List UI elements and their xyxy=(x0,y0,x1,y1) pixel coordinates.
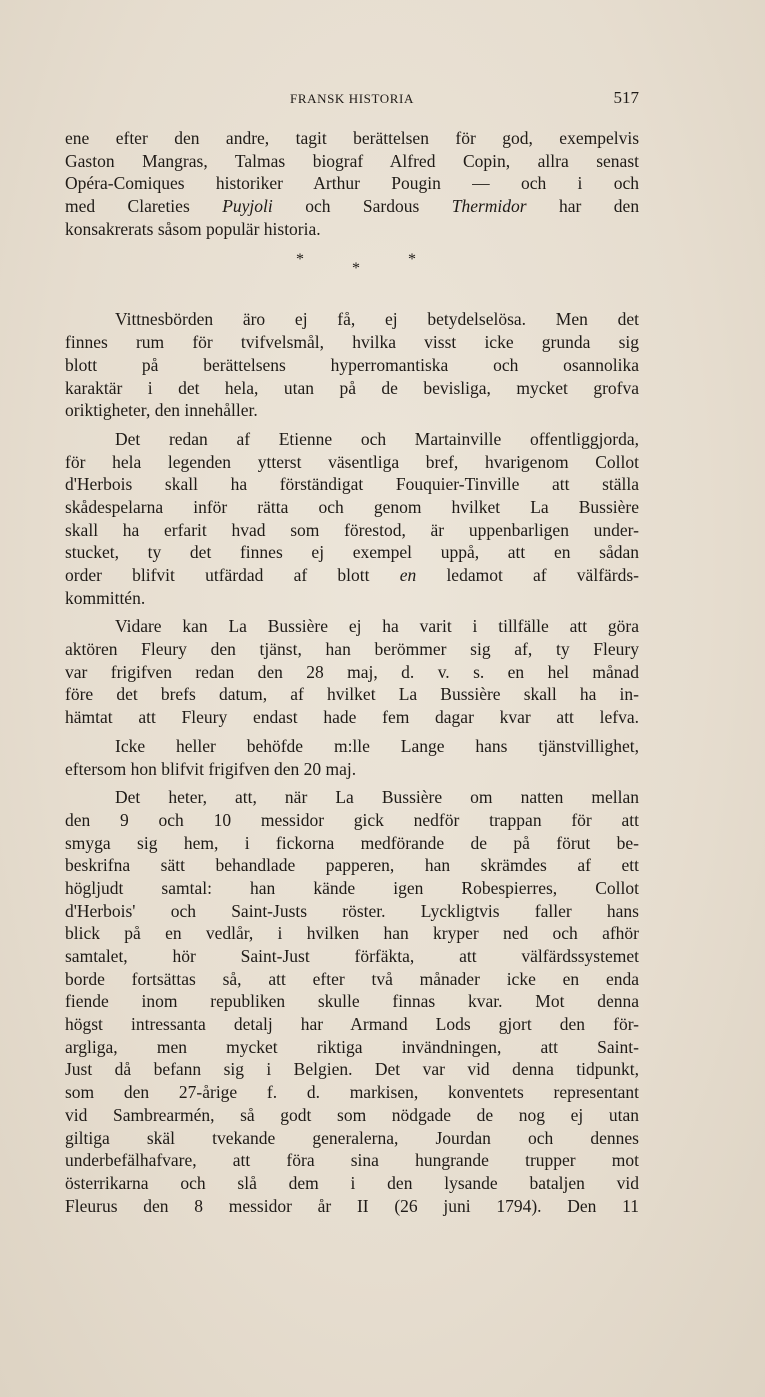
italic-word-en: en xyxy=(399,565,417,585)
text-line: blott på berättelsens hyperromantiska och osannolika xyxy=(65,354,639,375)
text-line: Vidare kan La Bussière ej ha varit i tillfälle att göra xyxy=(115,616,639,637)
text-line: beskrifna sätt behandlade papperen, han skrämdes af ett xyxy=(65,855,639,876)
text-line: eftersom hon blifvit frigifven den 20 maj. xyxy=(65,758,357,779)
star-ornament: * xyxy=(352,260,360,278)
italic-title-thermidor: Thermidor xyxy=(451,196,527,217)
text-segment: ledamot af välfärds- xyxy=(446,565,639,585)
text-line: Gaston Mangras, Talmas biograf Alfred Copin, allra senast xyxy=(65,150,639,171)
running-title: FRANSK HISTORIA xyxy=(290,91,414,106)
text-line: ene efter den andre, tagit berättelsen för god, exempelvis xyxy=(65,128,639,148)
text-line: skådespelarna inför rätta och genom hvilket La Bussière xyxy=(65,496,639,517)
text-line: smyga sig hem, i fickorna medförande de på förut be- xyxy=(65,832,639,853)
section-break xyxy=(65,240,639,308)
text-line: finnes rum för tvifvelsmål, hvilka visst icke grunda sig xyxy=(65,332,639,353)
text-line: Opéra-Comiques historiker Arthur Pougin — och i och xyxy=(65,173,639,194)
text-line: Icke heller behöfde m:lle Lange hans tjänstvillighet, xyxy=(115,735,639,756)
text-line: aktören Fleury den tjänst, han berömmer sig af, ty Fleury xyxy=(65,639,639,660)
text-line: fiende inom republiken skulle finnas kvar. Mot denna xyxy=(65,991,639,1012)
page-number: 517 xyxy=(613,88,639,107)
star-ornament: * xyxy=(408,251,416,269)
paragraph-5 xyxy=(65,735,639,780)
text-line: kommittén. xyxy=(65,587,146,608)
text-line: Det redan af Etienne och Martainville offentliggjorda, xyxy=(115,428,639,449)
text-line: konsakrerats såsom populär historia. xyxy=(65,218,321,239)
text-line: stucket, ty det finnes ej exempel uppå, att en sådan xyxy=(65,542,639,563)
text-line xyxy=(65,195,639,218)
text-line: var frigifven redan den 28 maj, d. v. s. en hel månad xyxy=(65,661,639,682)
text-line: för hela legenden ytterst väsentliga bref, hvarigenom Collot xyxy=(65,451,639,472)
text-line: österrikarna och slå dem i den lysande bataljen vid xyxy=(65,1172,639,1193)
text-line: den 9 och 10 messidor gick nedför trappan för att xyxy=(65,809,639,830)
text-line: oriktigheter, den innehåller. xyxy=(65,400,258,421)
text-line: blick på en vedlår, i hvilken han kryper ned och afhör xyxy=(65,923,639,944)
text-line: högst intressanta detalj har Armand Lods gjort den för- xyxy=(65,1014,639,1035)
text-line: d'Herbois' och Saint-Justs röster. Lyckligtvis faller hans xyxy=(65,900,639,921)
italic-title-puyjoli: Puyjoli xyxy=(222,196,273,217)
text-line: samtalet, hör Saint-Just förfäkta, att välfärdssystemet xyxy=(65,946,639,966)
text-segment: med Clareties xyxy=(65,196,190,217)
text-line xyxy=(65,564,639,587)
text-line: Fleurus den 8 messidor år II (26 juni 1794). Den 11 xyxy=(65,1195,639,1216)
text-line: borde fortsättas så, att efter två månader icke en enda xyxy=(65,968,639,989)
text-line: hämtat att Fleury endast hade fem dagar kvar att lefva. xyxy=(65,707,639,728)
text-line: Det heter, att, när La Bussière om natten mellan xyxy=(115,787,639,808)
page-header xyxy=(65,88,639,112)
text-segment: har den xyxy=(559,196,640,217)
star-ornament: * xyxy=(296,251,304,269)
text-line: giltiga skäl tvekande generalerna, Jourdan och dennes xyxy=(65,1127,639,1148)
text-line: före det brefs datum, af hvilket La Bussière skall ha in- xyxy=(65,684,639,705)
text-segment: och Sardous xyxy=(305,196,420,217)
text-line: skall ha erfarit hvad som förestod, är uppenbarligen under- xyxy=(65,519,639,540)
text-line: underbefälhafvare, att föra sina hungrande trupper mot xyxy=(65,1150,639,1171)
text-line: högljudt samtal: han kände igen Robespierres, Collot xyxy=(65,877,639,898)
paragraph-1 xyxy=(65,127,639,240)
text-segment: order blifvit utfärdad af blott xyxy=(65,565,370,585)
text-line: vid Sambrearmén, så godt som nödgade de nog ej utan xyxy=(65,1104,639,1125)
paragraph-2 xyxy=(65,308,639,421)
text-line: Vittnesbörden äro ej få, ej betydelselösa. Men det xyxy=(115,309,639,330)
paragraph-6 xyxy=(65,786,639,1217)
text-line: karaktär i det hela, utan på de bevisliga, mycket grofva xyxy=(65,377,639,398)
paragraph-3 xyxy=(65,428,639,610)
paragraph-4 xyxy=(65,615,639,728)
text-line: argliga, men mycket riktiga invändningen, att Saint- xyxy=(65,1036,639,1057)
text-line: Just då befann sig i Belgien. Det var vid denna tidpunkt, xyxy=(65,1059,639,1080)
body-text xyxy=(65,127,639,1217)
text-line: som den 27-årige f. d. markisen, konventets representant xyxy=(65,1082,639,1103)
text-line: d'Herbois skall ha förständigat Fouquier-Tinville att ställa xyxy=(65,474,639,495)
